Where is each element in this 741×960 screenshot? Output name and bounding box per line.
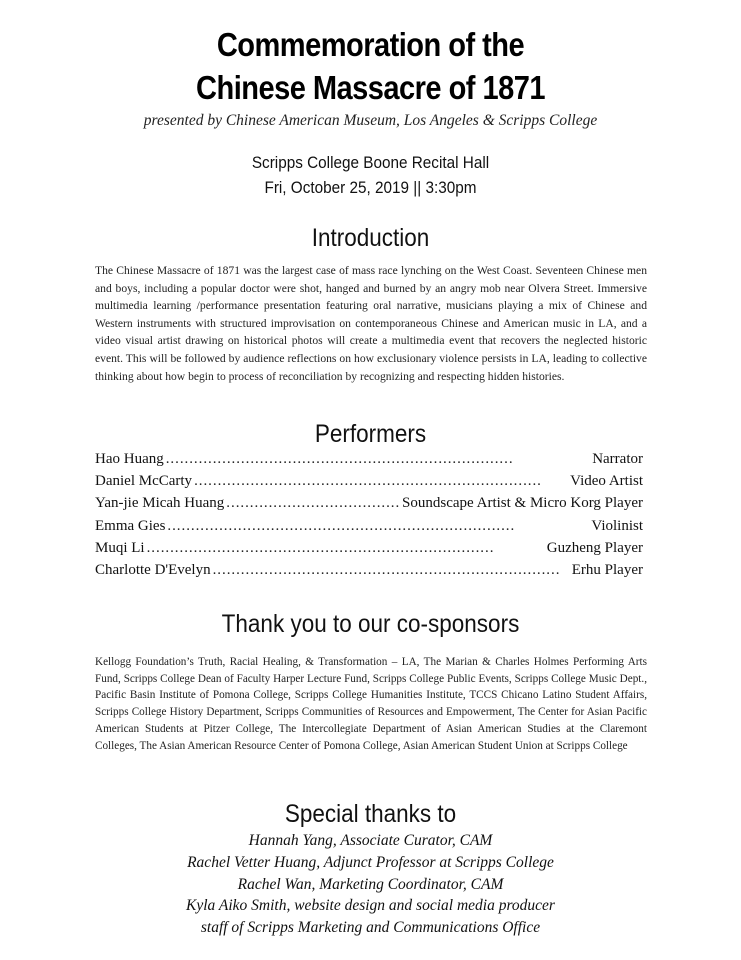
presenters-subtitle: presented by Chinese American Museum, Los Angeles & Scripps College xyxy=(143,112,598,129)
performer-role: Video Artist xyxy=(570,473,643,490)
performer-name: Daniel McCarty xyxy=(95,473,193,490)
performer-row xyxy=(95,540,643,562)
dot-leader xyxy=(226,495,400,512)
page-title-line-2: Chinese Massacre of 1871 xyxy=(196,69,545,106)
performer-name: Muqi Li xyxy=(95,539,145,556)
performer-role: Erhu Player xyxy=(571,561,643,578)
event-datetime: Fri, October 25, 2019 || 3:30pm xyxy=(264,178,477,197)
cosponsors-body: Kellogg Foundation’s Truth, Racial Healing, & Transformation – LA, The Marian & Charles Holmes Performing Arts Fund, Scripps College Dean of Faculty Harper Lecture Fund, Scripps College Public Events, Scripps College Music Dept., Pacific Basin Institute of Pomona College, Scripps College Humanities Institute, TCCS Chicano Latino Student Affairs, Scripps College History Department, Scripps Communities of Resources and Empowerment, The Center for Asian Pacific American Students at Pitzer College, The Intercollegiate Department of Asian American Studies at the Claremont Colleges, The Asian American Resource Center of Pomona College, Asian American Student Union at Scripps College xyxy=(95,656,647,752)
special-thanks-list xyxy=(0,830,741,939)
performer-name: Hao Huang xyxy=(95,451,164,467)
performer-name: Emma Gies xyxy=(95,517,166,534)
thanks-item: Rachel Vetter Huang, Adjunct Professor at Scripps College xyxy=(187,853,554,871)
introduction-heading: Introduction xyxy=(311,224,430,252)
performer-role: Soundscape Artist & Micro Korg Player xyxy=(402,495,643,512)
dot-leader xyxy=(194,473,568,490)
performer-role: Violinist xyxy=(591,517,643,534)
performer-row xyxy=(95,473,643,495)
page-title-line-1: Commemoration of the xyxy=(216,26,525,63)
introduction-body: The Chinese Massacre of 1871 was the largest case of mass race lynching on the West Coast. Seventeen Chinese men and boys, including a popular doctor were shot, hanged and burned by an angry mob near Olvera Street. Immersive multimedia learning /performance presentation featuring oral narrative, musicians playing a mix of Chinese and Western instruments with structured improvisation on contemporaneous Chinese and American music in LA, and a video visual artist drawing on historical photos will create a multimedia event that recovers the neglected historic event. This will be followed by audience reflections on how exclusionary violence persists in LA, leading to collective thinking about how begin to process of reconciliation by recognizing and respecting hidden histories. xyxy=(95,264,647,383)
cosponsors-heading: Thank you to our co-sponsors xyxy=(221,610,520,638)
performer-role: Narrator xyxy=(592,451,643,467)
performer-row xyxy=(95,451,643,473)
dot-leader xyxy=(166,451,590,468)
dot-leader xyxy=(147,540,545,557)
performers-heading: Performers xyxy=(314,420,427,448)
performer-name: Yan-jie Micah Huang xyxy=(95,495,225,512)
thanks-item: staff of Scripps Marketing and Communications Office xyxy=(200,919,541,937)
performer-row xyxy=(95,495,643,517)
performer-role: Guzheng Player xyxy=(546,539,643,556)
venue-text: Scripps College Boone Recital Hall xyxy=(251,153,490,172)
performer-row xyxy=(95,518,643,540)
thanks-item: Kyla Aiko Smith, website design and social media producer xyxy=(186,897,555,915)
performer-name: Charlotte D'Evelyn xyxy=(95,561,211,578)
performer-row xyxy=(95,562,643,584)
dot-leader xyxy=(213,562,570,579)
thanks-item: Rachel Wan, Marketing Coordinator, CAM xyxy=(237,875,504,893)
thanks-item: Hannah Yang, Associate Curator, CAM xyxy=(248,832,493,849)
dot-leader xyxy=(167,518,589,535)
special-thanks-heading: Special thanks to xyxy=(284,800,457,828)
performers-list xyxy=(95,451,643,584)
